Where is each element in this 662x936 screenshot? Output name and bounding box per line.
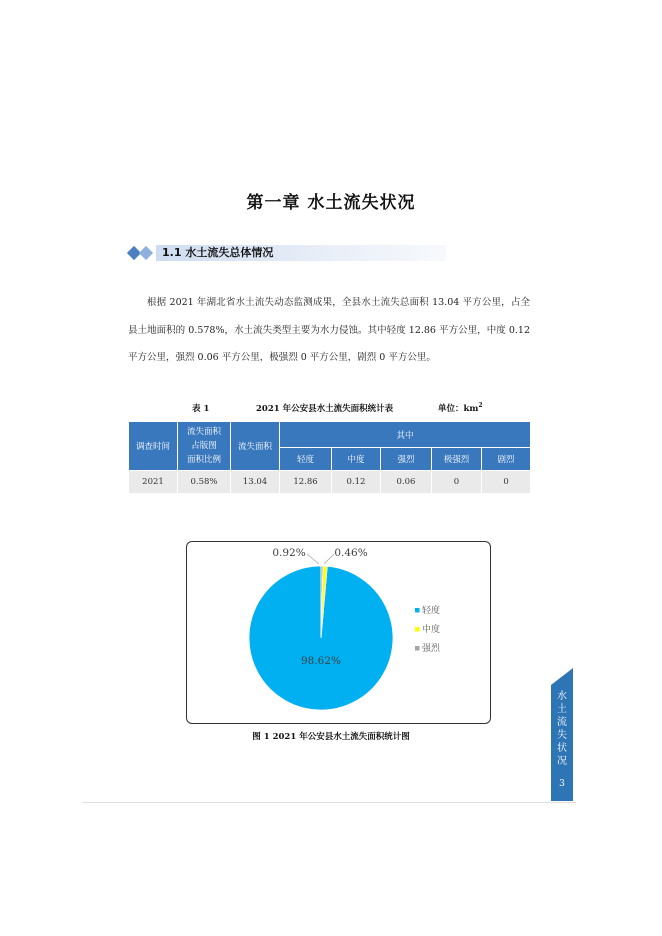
side-chapter-tab — [551, 668, 573, 801]
side-tab-char: 土 — [557, 704, 567, 715]
header-light: 轻度 — [280, 448, 332, 471]
data-label-light: 98.62% — [300, 655, 342, 667]
body-paragraph: 根据 2021 年湖北省水土流失动态监测成果，全县水土流失总面积 13.04 平方公里，占全县土地面积的 0.578%，水土流失类型主要为水力侵蚀。其中轻度 12.86 平方公里，中度 0.12 平方公里，强烈 0.06 平方公里，极强烈 0 平方公里，剧烈 0 平方公里。 — [128, 297, 530, 363]
side-tab-char: 流 — [557, 717, 567, 728]
table-caption-label: 表 1 — [192, 404, 210, 414]
header-area: 流失面积 — [231, 422, 280, 471]
pie-chart — [187, 542, 490, 723]
legend-swatch-strong — [415, 646, 420, 651]
legend-swatch-moderate — [415, 627, 420, 632]
table-caption-unit-sup: 2 — [478, 402, 483, 410]
cell-year: 2021 — [129, 471, 178, 494]
header-survey-time: 调查时间 — [129, 422, 178, 471]
cell-very-strong: 0 — [432, 471, 482, 494]
legend-label-strong: 强烈 — [422, 644, 441, 654]
legend-label-light: 轻度 — [422, 606, 441, 616]
table-caption-title: 2021 年公安县水土流失面积统计表 — [256, 404, 394, 414]
figure-caption: 图 1 2021 年公安县水土流失面积统计图 — [252, 732, 410, 742]
leader-line-moderate — [307, 554, 319, 564]
cell-area: 13.04 — [231, 471, 280, 494]
chapter-title: 第一章 水土流失状况 — [246, 193, 416, 213]
legend-label-moderate: 中度 — [422, 625, 441, 635]
table-caption-unit: 单位：$km^2$ — [438, 402, 483, 414]
leader-line-strong — [324, 554, 334, 564]
page-number: 3 — [559, 779, 565, 789]
cell-ratio: 0.58% — [178, 471, 231, 494]
header-severe: 剧烈 — [482, 448, 531, 471]
header-among: 其中 — [280, 422, 531, 448]
pie-chart-frame — [186, 541, 491, 724]
section-title: 1.1 水土流失总体情况 — [162, 246, 274, 259]
header-very-strong: 极强烈 — [432, 448, 482, 471]
header-moderate: 中度 — [332, 448, 381, 471]
header-ratio-line2: 占版图 — [191, 441, 217, 451]
side-tab-char: 状 — [557, 743, 567, 754]
side-tab-char: 失 — [557, 730, 567, 741]
side-tab-char: 况 — [557, 756, 567, 767]
erosion-area-table — [128, 421, 531, 494]
header-ratio-line3: 面积比例 — [186, 455, 221, 465]
side-tab-text — [551, 690, 573, 768]
table-caption — [128, 402, 530, 416]
footer-divider — [83, 802, 576, 803]
legend-swatch-light — [415, 608, 420, 613]
header-ratio — [178, 422, 231, 471]
side-tab-char: 水 — [557, 691, 567, 702]
data-label-moderate: 0.92% — [272, 547, 306, 559]
header-strong: 强烈 — [381, 448, 432, 471]
diamond-icon — [139, 246, 153, 260]
cell-light: 12.86 — [280, 471, 332, 494]
cell-severe: 0 — [482, 471, 531, 494]
data-label-strong: 0.46% — [334, 547, 368, 559]
header-ratio-line1: 流失面积 — [186, 427, 221, 437]
cell-strong: 0.06 — [381, 471, 432, 494]
section-heading — [128, 243, 446, 263]
table-row — [129, 471, 531, 494]
cell-moderate: 0.12 — [332, 471, 381, 494]
